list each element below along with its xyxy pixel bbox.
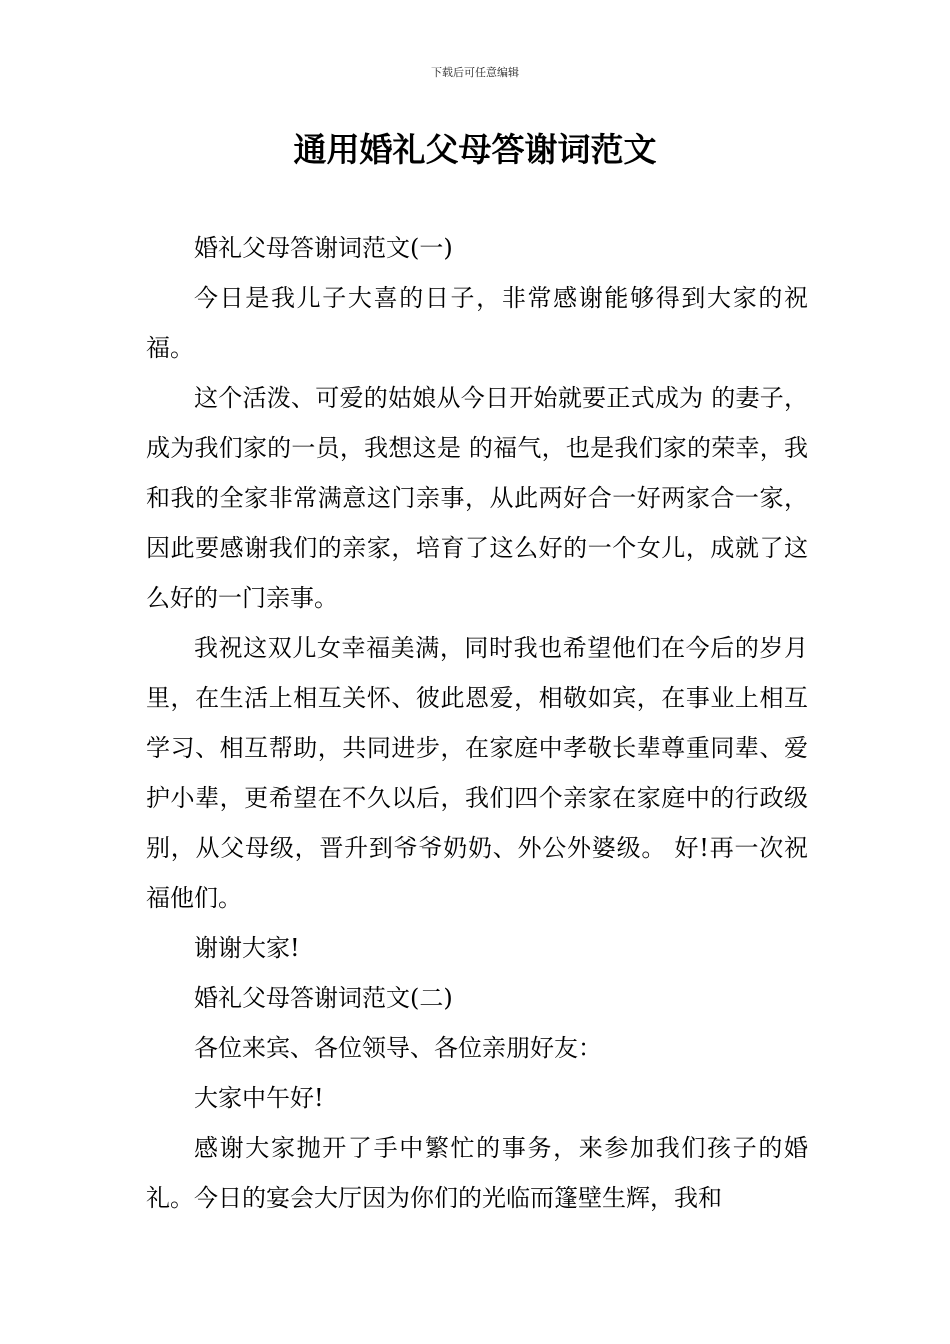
paragraph: 今日是我儿子大喜的日子，非常感谢能够得到大家的祝福。: [146, 284, 808, 362]
paragraph: 我祝这双儿女幸福美满，同时我也希望他们在今后的岁月里，在生活上相互关怀、彼此恩爱，相敬如宾，在事业上相互学习、相互帮助，共同进步，在家庭中孝敬长辈尊重同辈、爱护小辈，更希望在不久以后，我们四个亲家在家庭中的行政级别，从父母级，晋升到爷爷奶奶、外公外婆级。 好!再一次祝福他们。: [146, 634, 808, 912]
header-note: 下载后可任意编辑: [431, 66, 519, 79]
document-title: 通用婚礼父母答谢词范文: [293, 130, 657, 169]
section-heading-2: 婚礼父母答谢词范文(二): [194, 984, 453, 1012]
paragraph: 这个活泼、可爱的姑娘从今日开始就要正式成为 的妻子，成为我们家的一员，我想这是 的福气，也是我们家的荣幸，我和我的全家非常满意这门亲事，从此两好合一好两家合一家，因此要感谢我们的亲家，培育了这么好的一个女儿，成就了这么好的一门亲事。: [146, 384, 808, 612]
greeting-line: 各位来宾、各位领导、各位亲朋好友：: [194, 1034, 602, 1062]
section-heading-1: 婚礼父母答谢词范文(一): [194, 234, 453, 262]
paragraph: 感谢大家抛开了手中繁忙的事务，来参加我们孩子的婚礼。今日的宴会大厅因为你们的光临而篷壁生辉，我和: [146, 1134, 808, 1212]
paragraph: 谢谢大家!: [194, 934, 300, 962]
greeting-line: 大家中午好!: [194, 1084, 324, 1112]
document-body: [146, 223, 808, 1223]
